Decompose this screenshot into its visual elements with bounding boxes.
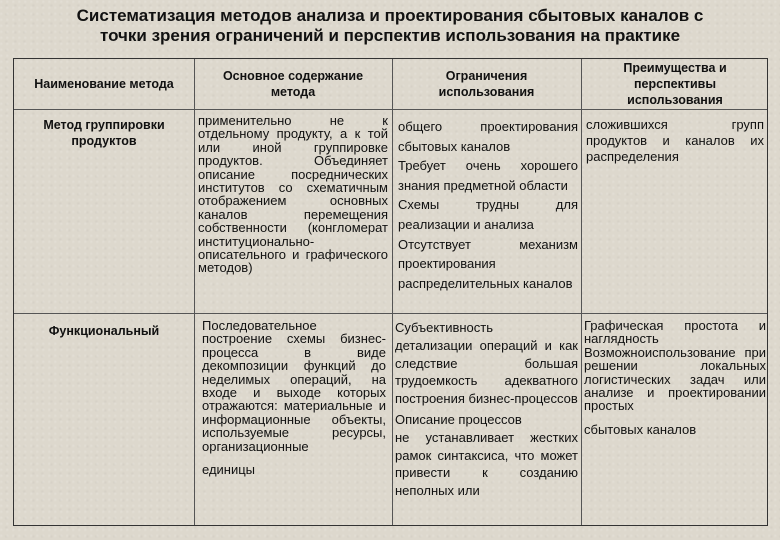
row1-limit-1: общего проектирования сбытовых каналов [398, 119, 578, 154]
row2-limit-2: детализации операций и как следствие большая трудоемкость адекватного построения бизнес-процессов [395, 337, 578, 407]
row2-limit-1: Субъективность [395, 320, 493, 335]
row2-limit-3: Описание процессов [395, 411, 522, 427]
row2-adv-1: Графическая простота и наглядность [584, 318, 766, 347]
methods-table [13, 58, 768, 526]
header-limits: Ограничения использования [438, 69, 535, 99]
row-divider [14, 313, 767, 314]
column-divider [194, 59, 195, 525]
row1-method: Метод группировки продуктов [43, 118, 165, 148]
title-line-1: Систематизация методов анализа и проектирования сбытовых каналов с [76, 6, 704, 25]
row2-content-tail: единицы [202, 462, 256, 478]
column-divider [581, 59, 582, 525]
header-advantages: Преимущества и перспективы использования [623, 61, 727, 107]
row2-adv-3: сбытовых каналов [584, 421, 697, 437]
slide-title [0, 6, 780, 46]
row2-content: Последовательное построение схемы бизнес-процесса в виде декомпозиции функций до неделимых операций, на входе и выходе которых отражаются: материальные и информационные объекты, используемые ресурсы, организационные [202, 318, 386, 454]
row2-limits [395, 319, 578, 500]
title-line-2: точки зрения ограничений и перспектив использования на практике [99, 26, 681, 45]
row1-limit-4: Отсутствует механизм проектирования распределительных каналов [398, 236, 578, 291]
row1-limit-2: Требует очень хорошего знания предметной области [398, 158, 578, 193]
row1-advantages: сложившихся групп продуктов и каналов их распределения [586, 117, 764, 164]
row2-adv-2: Возможноиспользование при решении локальных логистических задач или анализе и проектировании простых [584, 344, 766, 414]
row2-limit-4: не устанавливает жестких рамок синтаксиса, что может привести к созданию неполных или [395, 429, 578, 499]
header-content: Основное содержание метода [222, 69, 364, 99]
row1-limit-3: Схемы трудны для реализации и анализа [398, 197, 578, 232]
column-divider [392, 59, 393, 525]
header-method: Наименование метода [34, 77, 174, 91]
row1-content: применительно не к отдельному продукту, а к той или иной группировке продуктов. Объединяет описание посреднических институтов со схематичным отображением основных каналов перемещения собственности (конгломерат институционально-описательного и графического методов) [198, 113, 388, 276]
row2-content-wrap [202, 319, 386, 476]
row-divider [14, 109, 767, 110]
row1-limits [398, 117, 578, 293]
row2-advantages [584, 319, 766, 436]
row2-method: Функциональный [48, 324, 160, 338]
